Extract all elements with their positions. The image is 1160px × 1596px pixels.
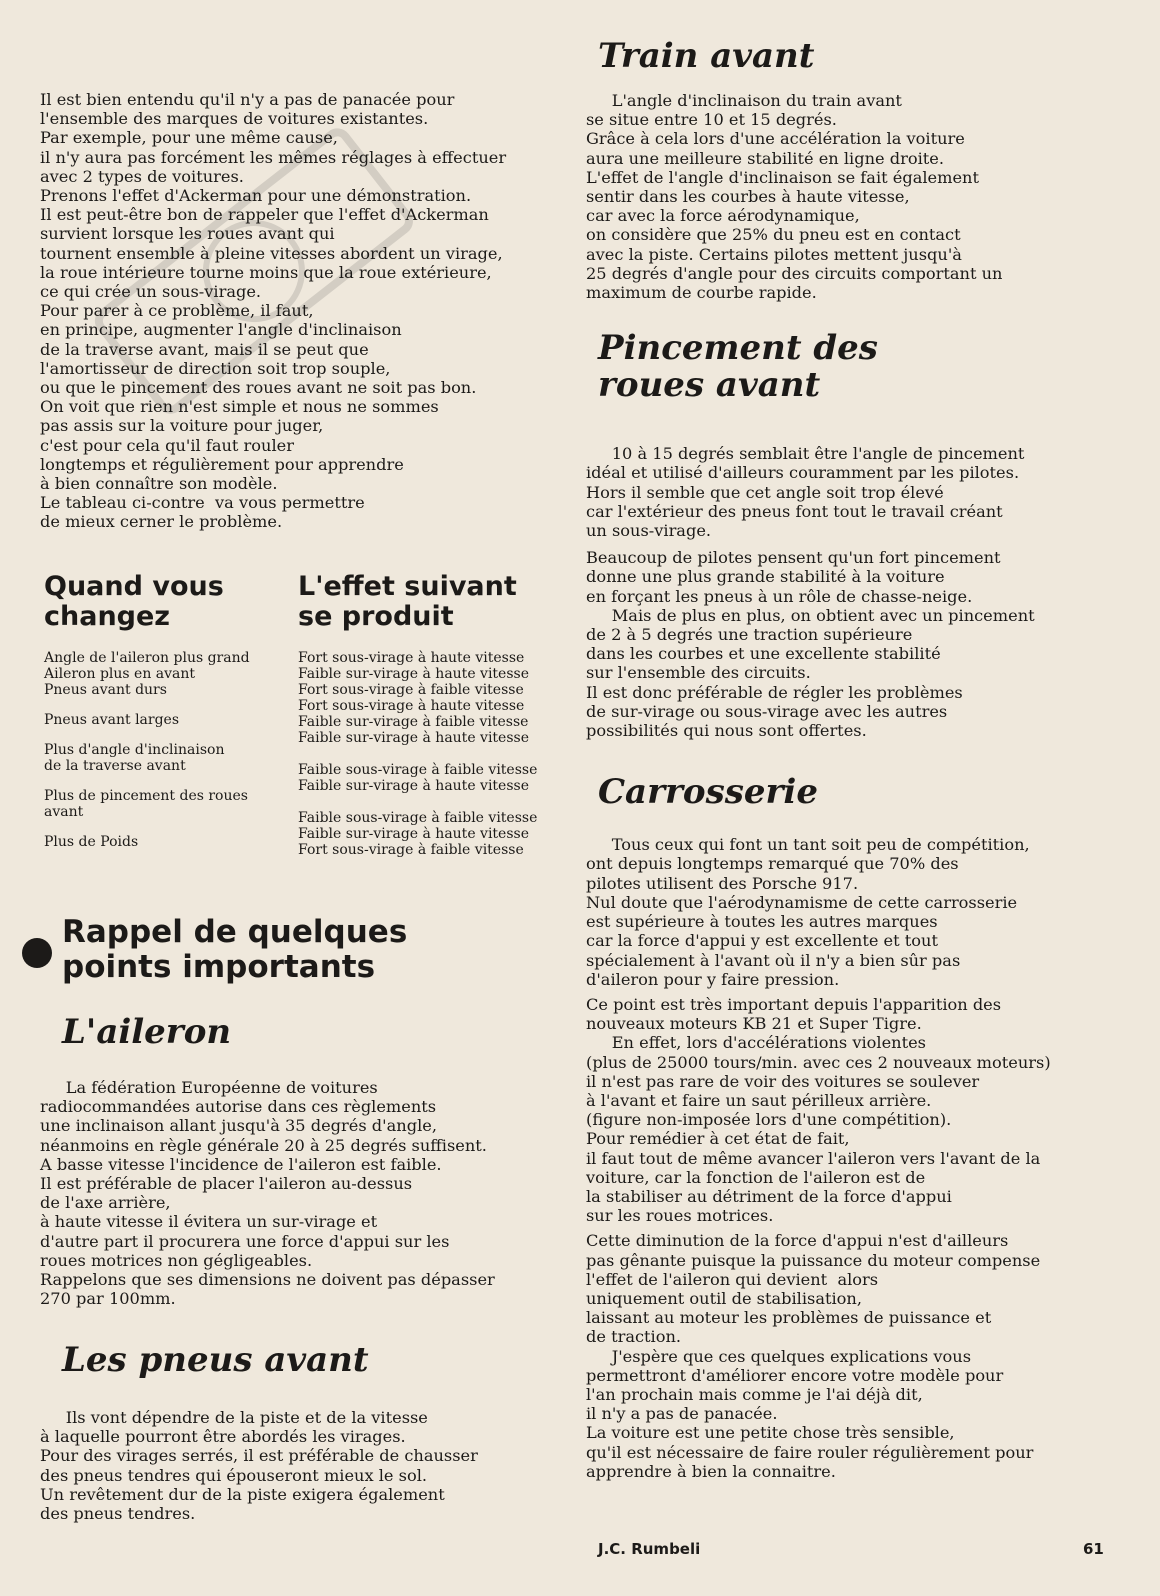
table-effect-item: Fort sous-virage à faible vitesse: [298, 842, 524, 858]
table-change-item: Plus d'angle d'inclinaison de la traverse avant: [44, 742, 225, 774]
table-change-item: Pneus avant durs: [44, 682, 167, 698]
intro-paragraph: Il est bien entendu qu'il n'y a pas de panacée pour l'ensemble des marques de voitures existantes. Par exemple, pour une même cause, il n'y aura pas forcément les mêmes réglages à effectuer avec 2 types de voitures. Prenons l'effet d'Ackerman pour une démonstration. Il est peut-être bon de rappeler que l'effet d'Ackerman survient lorsque les roues avant qui tournent ensemble à pleine vitesses abordent un virage, la roue intérieure tourne moins que la roue extérieure, ce qui crée un sous-virage. Pour parer à ce problème, il faut, en principe, augmenter l'angle d'inclinaison de la traverse avant, mais il se peut que l'amortisseur de direction soit trop souple, ou que le pincement des roues avant ne soit pas bon. On voit que rien n'est simple et nous ne sommes pas assis sur la voiture pour juger, c'est pour cela qu'il faut rouler longtemps et régulièrement pour apprendre à bien connaître son modèle. Le tableau ci-contre va vous permettre de mieux cerner le problème.: [40, 90, 507, 532]
aileron-text-block: [40, 1078, 560, 1308]
table-column-effects: [298, 572, 564, 858]
left-column: [40, 90, 560, 532]
carrosserie-paragraph-2: Ce point est très important depuis l'apparition des nouveaux moteurs KB 21 et Super Tigre. En effet, lors d'accélérations violentes (plus de 25000 tours/min. avec ces 2 nouveaux moteurs) il n'est pas rare de voir des voitures se soulever à l'avant et faire un saut périlleux arrière. (figure non-imposée lors d'une compétition). Pour remédier à cet état de fait, il faut tout de même avancer l'aileron vers l'avant de la voiture, car la fonction de l'aileron est de la stabiliser au détriment de la force d'appui sur les roues motrices.: [586, 994, 1051, 1226]
table-effect-item: Faible sur-virage à haute vitesse: [298, 778, 529, 794]
table-change-item: Aileron plus en avant: [44, 666, 196, 682]
table-effect-item: Faible sous-virage à faible vitesse: [298, 762, 538, 778]
table-effect-item: Faible sur-virage à haute vitesse: [298, 666, 529, 682]
table-effect-item: Fort sous-virage à haute vitesse: [298, 698, 525, 714]
table-column-changes: [44, 572, 274, 850]
pneus-section: [62, 1342, 542, 1379]
aileron-heading: L'aileron: [62, 1012, 232, 1052]
table-effect-item: Fort sous-virage à haute vitesse: [298, 650, 525, 666]
carrosserie-paragraph-1: Tous ceux qui font un tant soit peu de compétition, ont depuis longtemps remarqué que 70% des pilotes utilisent des Porsche 917. Nul doute que l'aérodynamisme de cette carrosserie est supérieure à toutes les autres marques car la force d'appui y est excellente et tout spécialement à l'avant où il n'y a bien sûr pas d'aileron pour y faire pression.: [586, 835, 1030, 989]
pincement-paragraph-1: 10 à 15 degrés semblait être l'angle de pincement idéal et utilisé d'ailleurs couramment par les pilotes. Hors il semble que cet angle soit trop élevé car l'extérieur des pneus font tout le travail créant un sous-virage.: [586, 444, 1025, 541]
carrosserie-paragraph-3: Cette diminution de la force d'appui n'est d'ailleurs pas gênante puisque la puissance du moteur compense l'effet de l'aileron qui devient alors uniquement outil de stabilisation, laissant au moteur les problèmes de puissance et de traction. J'espère que ces quelques explications vous permettront d'améliorer encore votre modèle pour l'an prochain mais comme je l'ai déjà dit, il n'y a pas de panacée. La voiture est une petite chose très sensible, qu'il est nécessaire de faire rouler régulièrement pour apprendre à bien la connaitre.: [586, 1231, 1041, 1481]
pincement-paragraph-2: Beaucoup de pilotes pensent qu'un fort pincement donne une plus grande stabilité à la voiture en forçant les pneus à un rôle de chasse-neige. Mais de plus en plus, on obtient avec un pincement de 2 à 5 degrés une traction supérieure dans les courbes et une excellente stabilité sur l'ensemble des circuits. Il est donc préférable de régler les problèmes de sur-virage ou sous-virage avec les autres possibilités qui nous sont offertes.: [586, 548, 1035, 741]
right-column: [586, 38, 1106, 1481]
table-change-item: Plus de Poids: [44, 834, 139, 850]
settings-effects-table: [44, 572, 564, 872]
aileron-paragraph: La fédération Européenne de voitures radiocommandées autorise dans ces règlements une inclinaison allant jusqu'à 35 degrés d'angle, néanmoins en règle générale 20 à 25 degrés suffisent. A basse vitesse l'incidence de l'aileron est faible. Il est préférable de placer l'aileron au-dessus de l'axe arrière, à haute vitesse il évitera un sur-virage et d'autre part il procurera une force d'appui sur les roues motrices non gégligeables. Rappelons que ses dimensions ne doivent pas dépasser 270 par 100mm.: [40, 1078, 495, 1309]
rappel-section: [62, 915, 542, 985]
author-signature: J.C. Rumbeli: [598, 1540, 701, 1558]
aileron-section: [62, 1014, 542, 1051]
table-change-item: Pneus avant larges: [44, 712, 180, 728]
table-effect-item: Faible sur-virage à faible vitesse: [298, 714, 529, 730]
table-header-effects: L'effet suivant se produit: [298, 571, 517, 632]
pneus-paragraph: Ils vont dépendre de la piste et de la vitesse à laquelle pourront être abordés les virages. Pour des virages serrés, il est préférable de chausser des pneus tendres qui épouseront mieux le sol. Un revêtement dur de la piste exigera également des pneus tendres.: [40, 1408, 478, 1524]
table-effect-item: Faible sur-virage à haute vitesse: [298, 730, 529, 746]
train-heading: Train avant: [598, 36, 815, 76]
table-change-item: Plus de pincement des roues avant: [44, 788, 248, 820]
pincement-heading: Pincement des roues avant: [598, 328, 878, 406]
carrosserie-heading: Carrosserie: [598, 772, 818, 813]
page-number: 61: [1083, 1540, 1104, 1558]
table-change-item: Angle de l'aileron plus grand: [44, 650, 250, 666]
bullet-dot-icon: [22, 938, 52, 968]
rappel-heading: Rappel de quelques points importants: [62, 914, 408, 985]
table-effect-item: Faible sur-virage à haute vitesse: [298, 826, 529, 842]
train-paragraph: L'angle d'inclinaison du train avant se situe entre 10 et 15 degrés. Grâce à cela lors d'une accélération la voiture aura une meilleure stabilité en ligne droite. L'effet de l'angle d'inclinaison se fait également sentir dans les courbes à haute vitesse, car avec la force aérodynamique, on considère que 25% du pneu est en contact avec la piste. Certains pilotes mettent jusqu'à 25 degrés d'angle pour des circuits comportant un maximum de courbe rapide.: [586, 91, 1003, 303]
pneus-heading: Les pneus avant: [62, 1340, 369, 1380]
pneus-text-block: [40, 1408, 560, 1523]
table-header-changes: Quand vous changez: [44, 571, 224, 632]
table-effect-item: Fort sous-virage à faible vitesse: [298, 682, 524, 698]
table-effect-item: Faible sous-virage à faible vitesse: [298, 810, 538, 826]
